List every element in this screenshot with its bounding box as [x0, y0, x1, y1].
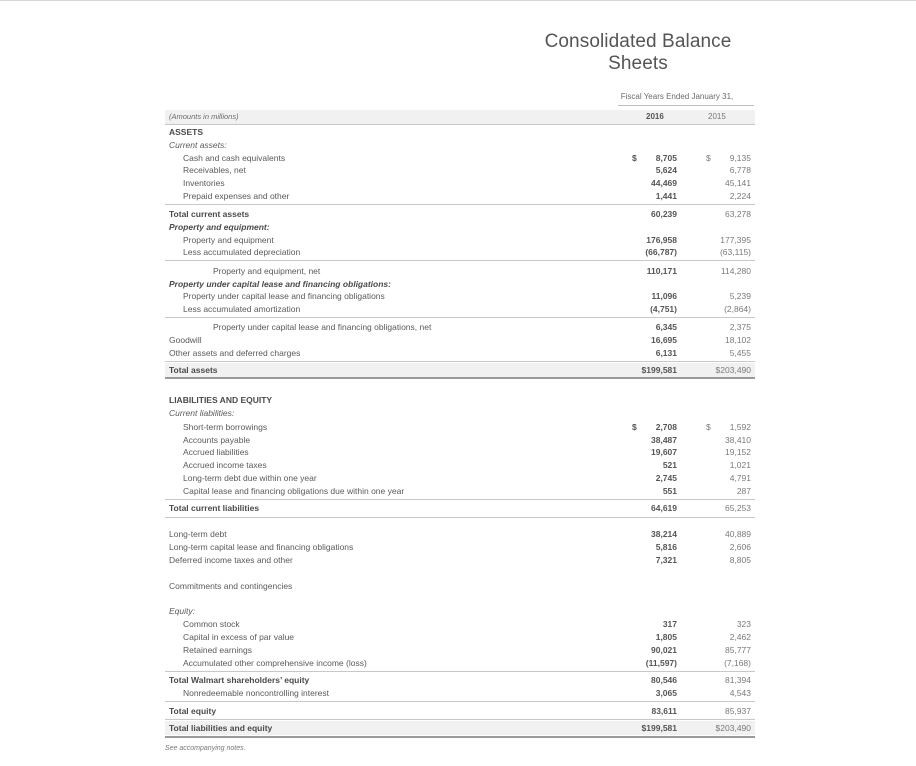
table-row: Deferred income taxes and other 7,321 8,805 — [169, 555, 751, 565]
table-row: Other assets and deferred charges 6,131 5,455 — [169, 348, 751, 358]
table-row-total: Total Walmart shareholders’ equity 80,546 81,394 — [169, 675, 751, 685]
table-row: Common stock 317 323 — [183, 619, 751, 629]
table-row: Long-term capital lease and financing obligations 5,816 2,606 — [169, 542, 751, 552]
rule-double — [165, 377, 755, 379]
table-row: Property and equipment 176,958 177,395 — [183, 235, 751, 245]
table-row: Prepaid expenses and other 1,441 2,224 — [183, 191, 751, 201]
table-row: Accrued liabilities 19,607 19,152 — [183, 447, 751, 457]
table-row: Long-term debt due within one year 2,745 4,791 — [183, 473, 751, 483]
rule — [165, 317, 755, 318]
table-row: Property and equipment, net 110,171 114,280 — [213, 266, 751, 276]
amounts-note: (Amounts in millions) — [169, 112, 239, 121]
table-row: Accrued income taxes 521 1,021 — [183, 460, 751, 470]
rule-double — [165, 736, 755, 738]
table-row: Goodwill 16,695 18,102 — [169, 335, 751, 345]
table-row-total-assets: Total assets $199,581 $203,490 — [169, 365, 751, 375]
rule — [165, 204, 755, 205]
rule — [165, 671, 755, 672]
table-row-total-liabilities-equity: Total liabilities and equity $199,581 $203,490 — [169, 723, 751, 733]
table-row: Property under capital lease and financing obligations 11,096 5,239 — [183, 291, 751, 301]
column-2016: 2016 — [646, 112, 664, 121]
rule — [165, 124, 755, 125]
subsection-capital-lease: Property under capital lease and financing obligations: — [169, 279, 391, 289]
table-row: Nonredeemable noncontrolling interest 3,065 4,543 — [183, 688, 751, 698]
column-2015: 2015 — [708, 112, 726, 121]
table-row-total: Total current liabilities 64,619 65,253 — [169, 503, 751, 513]
subsection-current-liabilities: Current liabilities: — [169, 408, 235, 418]
table-row: Long-term debt 38,214 40,889 — [169, 529, 751, 539]
footnote: See accompanying notes. — [165, 745, 246, 752]
section-liabilities-equity: LIABILITIES AND EQUITY — [169, 395, 273, 405]
column-header-row — [165, 110, 755, 123]
rule — [165, 517, 755, 518]
table-row: Receivables, net 5,624 6,778 — [183, 165, 751, 175]
table-row: Retained earnings 90,021 85,777 — [183, 645, 751, 655]
subsection-equity: Equity: — [169, 606, 195, 616]
table-row: Inventories 44,469 45,141 — [183, 178, 751, 188]
table-row: Capital lease and financing obligations due within one year 551 287 — [183, 486, 751, 496]
table-row: Accounts payable 38,487 38,410 — [183, 435, 751, 445]
top-border — [0, 0, 916, 1]
table-row: Short-term borrowings $ 2,708 $ 1,592 — [183, 422, 751, 432]
rule — [165, 719, 755, 720]
fiscal-header-rule — [618, 105, 754, 106]
table-row: Capital in excess of par value 1,805 2,462 — [183, 632, 751, 642]
rule — [165, 499, 755, 500]
table-row-total: Total current assets 60,239 63,278 — [169, 209, 751, 219]
page-title: Consolidated Balance Sheets — [544, 31, 732, 74]
table-row: Less accumulated amortization (4,751) (2,864) — [183, 304, 751, 314]
fiscal-years-header: Fiscal Years Ended January 31, — [620, 92, 734, 101]
table-row-total: Total equity 83,611 85,937 — [169, 706, 751, 716]
rule — [165, 701, 755, 702]
rule — [165, 361, 755, 362]
section-assets: ASSETS — [169, 127, 204, 137]
commitments-row: Commitments and contingencies — [169, 581, 293, 591]
table-row: Property under capital lease and financing obligations, net 6,345 2,375 — [213, 322, 751, 332]
rule — [165, 260, 755, 261]
table-row: Less accumulated depreciation (66,787) (63,115) — [183, 247, 751, 257]
table-row: Accumulated other comprehensive income (loss) (11,597) (7,168) — [183, 658, 751, 668]
subsection-property: Property and equipment: — [169, 222, 270, 232]
subsection-current-assets: Current assets: — [169, 140, 227, 150]
table-row: Cash and cash equivalents $ 8,705 $ 9,135 — [183, 153, 751, 163]
